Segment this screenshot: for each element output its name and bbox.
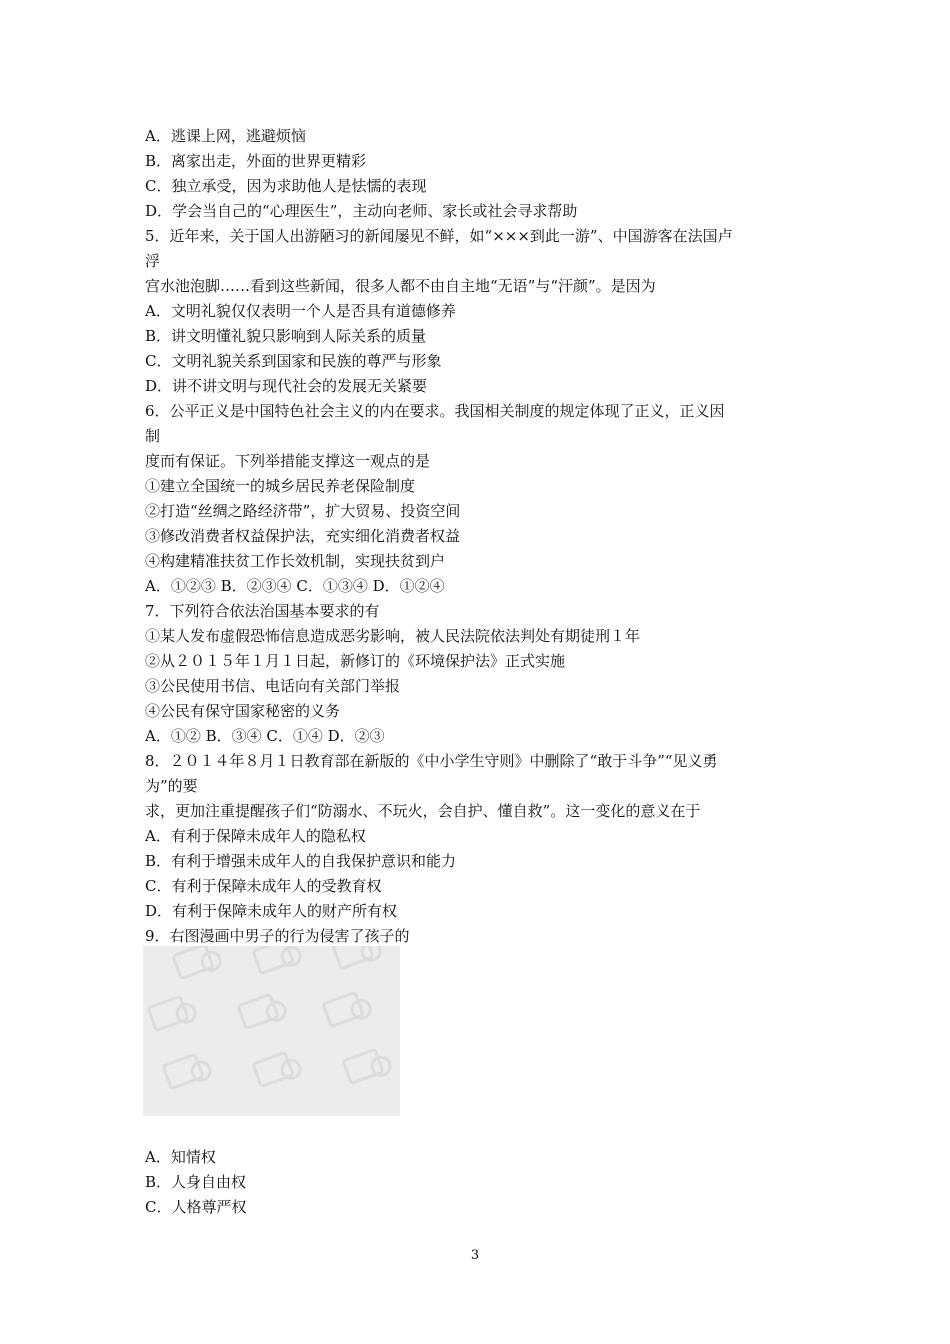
text-line: 求，更加注重提醒孩子们“防溺水、不玩火，会自护、懂自救”。这一变化的意义在于 — [145, 802, 701, 820]
text-line: A．文明礼貌仅仅表明一个人是否具有道德修养 — [145, 302, 456, 320]
text-line: D．有利于保障未成年人的财产所有权 — [145, 902, 398, 920]
text-line: ③修改消费者权益保护法，充实细化消费者权益 — [145, 527, 461, 545]
text-line: ④构建精准扶贫工作长效机制，实现扶贫到户 — [145, 552, 446, 570]
text-line: B．讲文明懂礼貌只影响到人际关系的质量 — [145, 327, 427, 345]
text-line: ①某人发布虚假恐怖信息造成恶劣影响，被人民法院依法判处有期徒刑１年 — [145, 627, 641, 645]
text-line: D．讲不讲文明与现代社会的发展无关紧要 — [145, 377, 428, 395]
text-line: 制 — [145, 427, 161, 445]
text-line: A．①②③ B．②③④ C．①③④ D．①②④ — [145, 577, 445, 595]
text-line: A．①② B．③④ C．①④ D．②③ — [145, 727, 385, 745]
text-line: B．离家出走，外面的世界更精彩 — [145, 152, 367, 170]
text-line: 7．下列符合依法治国基本要求的有 — [145, 602, 380, 620]
answer-option: A．知情权 — [145, 1148, 216, 1166]
text-line: C．文明礼貌关系到国家和民族的尊严与形象 — [145, 352, 442, 370]
text-line: ①建立全国统一的城乡居民养老保险制度 — [145, 477, 416, 495]
page-number: 3 — [470, 1248, 480, 1263]
text-line: 9．右图漫画中男子的行为侵害了孩子的 — [145, 927, 410, 945]
answer-option: B．人身自由权 — [145, 1173, 247, 1191]
text-line: 6．公平正义是中国特色社会主义的内在要求。我国相关制度的规定体现了正义，正义因 — [145, 402, 725, 420]
text-line: B．有利于增强未成年人的自我保护意识和能力 — [145, 852, 457, 870]
text-line: 度而有保证。下列举措能支撑这一观点的是 — [145, 452, 431, 470]
text-line: ②从２０１５年１月１日起，新修订的《环境保护法》正式实施 — [145, 652, 566, 670]
text-line: ③公民使用书信、电话向有关部门举报 — [145, 677, 401, 695]
text-line: ④公民有保守国家秘密的义务 — [145, 702, 341, 720]
text-line: ②打造“丝绸之路经济带”，扩大贸易、投资空间 — [145, 502, 461, 520]
text-line: 5．近年来，关于国人出游陋习的新闻屡见不鲜，如“×××到此一游”、中国游客在法国卢 — [145, 227, 733, 245]
text-line: A．逃课上网，逃避烦恼 — [145, 127, 306, 145]
text-line: C．独立承受，因为求助他人是怯懦的表现 — [145, 177, 427, 195]
text-line: 8．２０１４年８月１日教育部在新版的《中小学生守则》中删除了“敢于斗争”“见义勇 — [145, 752, 718, 770]
text-line: D．学会当自己的“心理医生”，主动向老师、家长或社会寻求帮助 — [145, 202, 578, 220]
image-placeholder-icon — [143, 946, 400, 1116]
text-line: A．有利于保障未成年人的隐私权 — [145, 827, 366, 845]
answer-option: C．人格尊严权 — [145, 1198, 247, 1216]
text-line: 为”的要 — [145, 777, 198, 795]
text-line: 浮 — [145, 252, 161, 270]
text-line: C．有利于保障未成年人的受教育权 — [145, 877, 382, 895]
text-line: 宫水池泡脚……看到这些新闻，很多人都不由自主地“无语”与“汗颜”。是因为 — [145, 277, 656, 295]
cartoon-image-placeholder — [143, 946, 400, 1116]
